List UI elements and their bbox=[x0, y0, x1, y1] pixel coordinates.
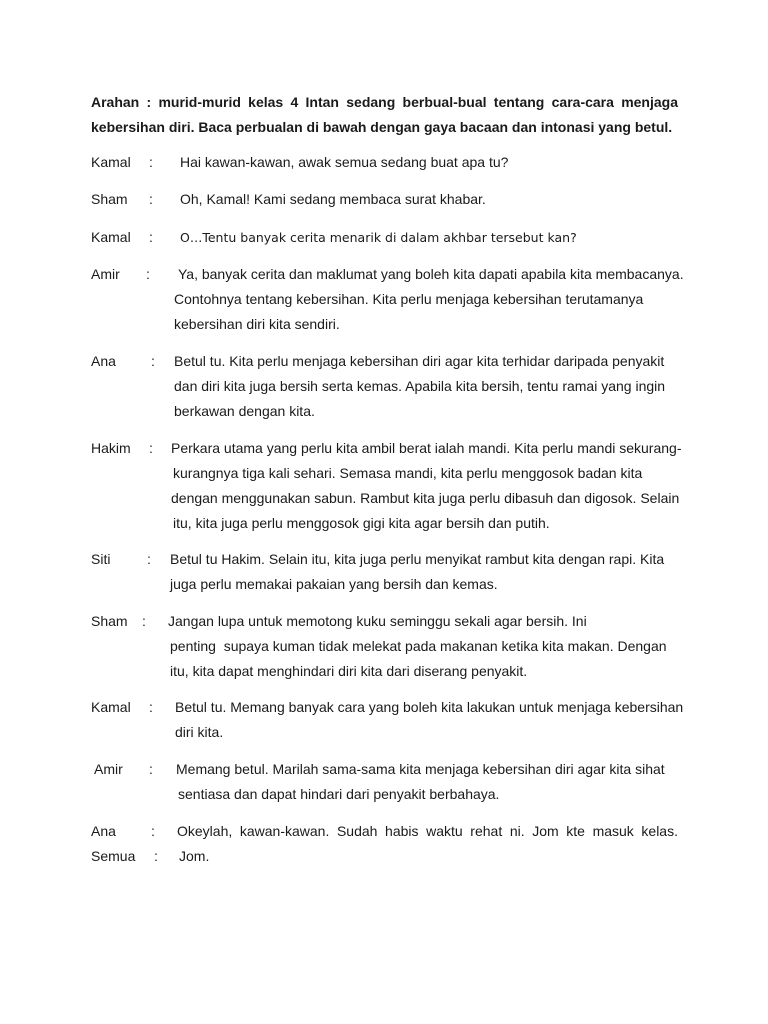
speaker-name: Ana bbox=[91, 823, 116, 839]
speaker-colon: : bbox=[154, 848, 158, 864]
speaker-name: Semua bbox=[91, 848, 136, 864]
speech-line: Jangan lupa untuk memotong kuku seminggu sekali agar bersih. Ini bbox=[168, 613, 587, 629]
speaker-colon: : bbox=[151, 353, 155, 369]
speech-line: penting supaya kuman tidak melekat pada makanan ketika kita makan. Dengan bbox=[170, 638, 667, 654]
speech-text bbox=[180, 150, 686, 175]
instructions-paragraph bbox=[91, 90, 678, 140]
speech-line: berkawan dengan kita. bbox=[174, 403, 315, 419]
speaker-colon: : bbox=[146, 266, 150, 282]
speech-text bbox=[168, 609, 674, 684]
speech-line: diri kita. bbox=[175, 724, 224, 740]
speech-line: sentiasa dan dapat hindari dari penyakit berbahaya. bbox=[178, 786, 500, 802]
speaker-colon: : bbox=[149, 154, 153, 170]
speech-line: Oh, Kamal! Kami sedang membaca surat khabar. bbox=[180, 191, 486, 207]
speaker-name: Kamal bbox=[91, 154, 131, 170]
instructions-line: Arahan : murid-murid kelas 4 Intan sedang berbual-bual tentang cara-cara menjaga bbox=[91, 94, 678, 110]
speech-line: itu, kita juga perlu menggosok gigi kita agar bersih dan putih. bbox=[173, 515, 550, 531]
speech-line: Jom. bbox=[179, 848, 210, 864]
speech-line: Contohnya tentang kebersihan. Kita perlu menjaga kebersihan terutamanya bbox=[174, 291, 644, 307]
speaker-name: Siti bbox=[91, 551, 111, 567]
speech-line: dan diri kita juga bersih serta kemas. Apabila kita bersih, tentu ramai yang ingin bbox=[174, 378, 666, 394]
speech-line: Hai kawan-kawan, awak semua sedang buat apa tu? bbox=[180, 154, 509, 170]
speaker-colon: : bbox=[149, 761, 153, 777]
speech-text bbox=[180, 225, 686, 250]
speaker-name: Sham bbox=[91, 613, 128, 629]
speech-line: Perkara utama yang perlu kita ambil berat ialah mandi. Kita perlu mandi sekurang- bbox=[171, 440, 682, 456]
speaker-colon: : bbox=[149, 191, 153, 207]
speech-text bbox=[176, 757, 682, 807]
speaker-name: Kamal bbox=[91, 699, 131, 715]
speaker-colon: : bbox=[149, 229, 153, 245]
speech-line: kurangnya tiga kali sehari. Semasa mandi, kita perlu menggosok badan kita bbox=[173, 465, 643, 481]
speech-line: Okeylah, kawan-kawan. Sudah habis waktu rehat ni. Jom kte masuk kelas. bbox=[177, 823, 678, 839]
speech-line: Memang betul. Marilah sama-sama kita menjaga kebersihan diri agar kita sihat bbox=[176, 761, 665, 777]
speaker-colon: : bbox=[149, 699, 153, 715]
speech-line: Ya, banyak cerita dan maklumat yang boleh kita dapati apabila kita membacanya. bbox=[178, 266, 684, 282]
speech-line: Betul tu Hakim. Selain itu, kita juga perlu menyikat rambut kita dengan rapi. Kita bbox=[170, 551, 665, 567]
speaker-colon: : bbox=[147, 551, 151, 567]
speech-line: Betul tu. Memang banyak cara yang boleh kita lakukan untuk menjaga kebersihan bbox=[175, 699, 684, 715]
speaker-name: Ana bbox=[91, 353, 116, 369]
speech-line: juga perlu memakai pakaian yang bersih dan kemas. bbox=[170, 576, 498, 592]
speech-text bbox=[180, 187, 686, 212]
speaker-name: Hakim bbox=[91, 440, 131, 456]
speech-text bbox=[175, 695, 684, 745]
speech-text bbox=[179, 844, 685, 869]
speech-line: dengan menggunakan sabun. Rambut kita juga perlu dibasuh dan digosok. Selain bbox=[171, 490, 680, 506]
speaker-name: Amir bbox=[94, 761, 123, 777]
speaker-colon: : bbox=[149, 440, 153, 456]
speech-text bbox=[171, 436, 682, 536]
speaker-name: Amir bbox=[91, 266, 120, 282]
instructions-line: kebersihan diri. Baca perbualan di bawah dengan gaya bacaan dan intonasi yang betul. bbox=[91, 119, 673, 135]
speaker-colon: : bbox=[151, 823, 155, 839]
speaker-name: Sham bbox=[91, 191, 128, 207]
speech-text bbox=[174, 262, 684, 337]
speech-line: kebersihan diri kita sendiri. bbox=[174, 316, 340, 332]
speaker-colon: : bbox=[142, 613, 146, 629]
speech-line: O…Tentu banyak cerita menarik di dalam akhbar tersebut kan? bbox=[180, 230, 577, 245]
speech-text bbox=[170, 547, 676, 597]
speaker-name: Kamal bbox=[91, 229, 131, 245]
speech-line: itu, kita dapat menghindari diri kita dari diserang penyakit. bbox=[170, 663, 528, 679]
speech-text bbox=[177, 819, 678, 844]
speech-text bbox=[174, 349, 680, 424]
speech-line: Betul tu. Kita perlu menjaga kebersihan diri agar kita terhidar daripada penyakit bbox=[174, 353, 665, 369]
